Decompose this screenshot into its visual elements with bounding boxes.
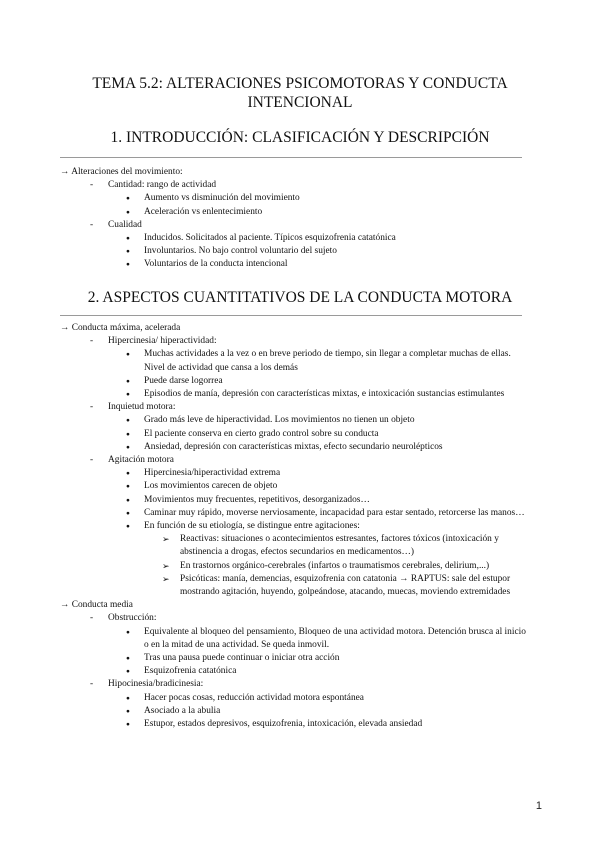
section-1-divider xyxy=(60,157,522,158)
outline-heading: → Alteraciones del movimiento: xyxy=(60,167,183,177)
list-item: ➢ Psicóticas: manía, demencias, esquizofrenia con catatonia → RAPTUS: sale del estupor mostrando agitación, huyendo, golpeándose, atacando, muecas, moviendo extremidades xyxy=(60,573,528,599)
section-1-heading: 1. INTRODUCCIÓN: CLASIFICACIÓN Y DESCRIPCIÓN xyxy=(110,129,490,146)
list-item: - Cualidad xyxy=(60,219,528,232)
list-item: ● Involuntarios. No bajo control voluntario del sujeto xyxy=(60,245,528,258)
list-item: ● Aceleración vs enlentecimiento xyxy=(60,206,528,219)
list-item: ● Los movimientos carecen de objeto xyxy=(60,480,528,493)
list-item: ● Caminar muy rápido, moverse nerviosamente, incapacidad para estar sentado, retorcerse las manos… xyxy=(60,507,528,520)
list-item: ● Muchas actividades a la vez o en breve periodo de tiempo, sin llegar a completar muchas de ellas. Nivel de actividad que cansa a los demás xyxy=(60,348,528,374)
list-item: - Agitación motora xyxy=(60,454,528,467)
list-item: ● Hacer pocas cosas, reducción actividad motora espontánea xyxy=(60,692,528,705)
list-item: ● Episodios de manía, depresión con características mixtas, e intoxicación sustancias estimulantes xyxy=(60,388,528,401)
section-2-divider xyxy=(60,315,522,316)
list-item: ● Movimientos muy frecuentes, repetitivos, desorganizados… xyxy=(60,494,528,507)
list-item: ● Voluntarios de la conducta intencional xyxy=(60,258,528,271)
outline-heading: → Conducta máxima, acelerada xyxy=(60,323,181,333)
list-item: ● Grado más leve de hiperactividad. Los movimientos no tienen un objeto xyxy=(60,414,528,427)
list-item: ● Asociado a la abulia xyxy=(60,705,528,718)
list-item: ● Aumento vs disminución del movimiento xyxy=(60,192,528,205)
list-item: ● Hipercinesia/hiperactividad extrema xyxy=(60,467,528,480)
list-item: ● Ansiedad, depresión con características mixtas, efecto secundario neurolépticos xyxy=(60,441,528,454)
list-item: - Cantidad: rango de actividad xyxy=(60,179,528,192)
section-1-content xyxy=(60,166,528,272)
list-item: ● Puede darse logorrea xyxy=(60,375,528,388)
list-item: ● En función de su etiología, se distingue entre agitaciones: xyxy=(60,520,528,533)
page-number: 1 xyxy=(535,800,542,812)
list-item: ● Inducidos. Solicitados al paciente. Típicos esquizofrenia catatónica xyxy=(60,232,528,245)
list-item: - Obstrucción: xyxy=(60,612,528,625)
outline-heading: → Conducta media xyxy=(60,600,133,611)
list-item: ● El paciente conserva en cierto grado control sobre su conducta xyxy=(60,428,528,441)
list-item: - Hipercinesia/ hiperactividad: xyxy=(60,335,528,348)
list-item: ● Esquizofrenia catatónica xyxy=(60,665,528,678)
document-title: TEMA 5.2: ALTERACIONES PSICOMOTORAS Y CONDUCTA INTENCIONAL xyxy=(92,75,508,111)
list-item: - Hipocinesia/bradicinesia: xyxy=(60,678,528,691)
section-2-heading: 2. ASPECTOS CUANTITATIVOS DE LA CONDUCTA MOTORA xyxy=(87,289,513,306)
list-item: ● Tras una pausa puede continuar o iniciar otra acción xyxy=(60,652,528,665)
list-item: ● Estupor, estados depresivos, esquizofrenia, intoxicación, elevada ansiedad xyxy=(60,718,528,731)
list-item: ➢ Reactivas: situaciones o acontecimientos estresantes, factores tóxicos (intoxicación y abstinencia a drogas, efectos secundarios en medicamentos…) xyxy=(60,533,528,559)
section-2-content xyxy=(60,322,528,731)
list-item: - Inquietud motora: xyxy=(60,401,528,414)
list-item: ➢ En trastornos orgánico-cerebrales (infartos o traumatismos cerebrales, delirium,...) xyxy=(60,560,528,573)
list-item: ● Equivalente al bloqueo del pensamiento, Bloqueo de una actividad motora. Detención brusca al inicio o en la mitad de una actividad. Se queda inmovil. xyxy=(60,626,528,652)
